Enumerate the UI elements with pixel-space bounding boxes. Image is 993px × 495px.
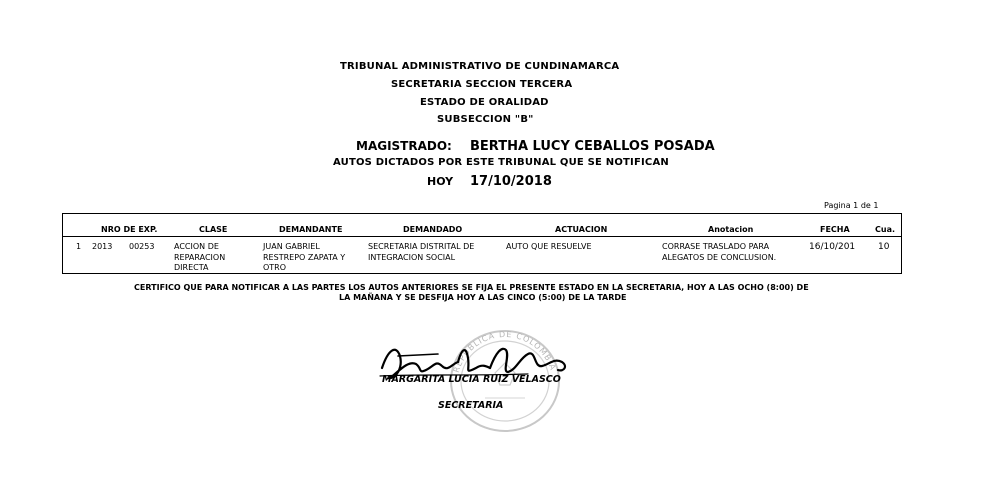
demandante-line: OTRO	[263, 263, 287, 272]
clase-line: REPARACION	[174, 252, 226, 262]
demandado-line: SECRETARIA DISTRITAL DE	[368, 242, 475, 251]
magistrate-name: BERTHA LUCY CEBALLOS POSADA	[470, 139, 715, 154]
row-number: 00253	[129, 242, 155, 251]
col-header-clase: CLASE	[199, 225, 228, 234]
row-index: 1	[76, 242, 82, 251]
notice-text: AUTOS DICTADOS POR ESTE TRIBUNAL QUE SE NOTIFICAN	[333, 157, 669, 168]
row-anotacion	[662, 242, 776, 263]
clase-line: ACCION DE	[174, 242, 219, 251]
signer-name: MARGARITA LUCIA RUIZ VELASCO	[382, 374, 561, 385]
col-header-demandado: DEMANDADO	[403, 225, 463, 234]
row-clase	[174, 242, 225, 274]
row-year: 2013	[92, 242, 113, 251]
col-header-exp: NRO DE EXP.	[101, 225, 158, 234]
page-info: Pagina 1 de 1	[824, 201, 879, 210]
col-header-actuacion: ACTUACION	[555, 225, 608, 234]
row-demandante	[263, 242, 345, 274]
date-value: 17/10/2018	[470, 174, 552, 189]
row-fecha: 16/10/201	[809, 242, 856, 252]
seal-text: REPUBLICA DE COLOMBIA	[451, 329, 558, 374]
row-actuacion: AUTO QUE RESUELVE	[506, 242, 592, 251]
col-header-cua: Cua.	[875, 225, 896, 234]
state-title: ESTADO DE ORALIDAD	[420, 97, 549, 108]
col-header-anotacion: Anotacion	[708, 225, 754, 234]
autos-table	[62, 213, 902, 274]
anotacion-line: CORRASE TRASLADO PARA	[662, 242, 770, 251]
header-divider	[63, 236, 901, 237]
subsection-title: SUBSECCION "B"	[437, 114, 534, 125]
anotacion-line: ALEGATOS DE CONCLUSION.	[662, 252, 777, 262]
signer-title: SECRETARIA	[438, 400, 504, 411]
demandante-line: JUAN GABRIEL	[263, 242, 320, 251]
date-label: HOY	[427, 175, 454, 188]
magistrate-label: MAGISTRADO:	[356, 139, 452, 153]
row-cua: 10	[878, 242, 890, 252]
col-header-fecha: FECHA	[820, 225, 850, 234]
demandante-line: RESTREPO ZAPATA Y	[263, 252, 346, 262]
row-demandado	[368, 242, 474, 263]
clase-line: DIRECTA	[174, 263, 209, 272]
section-title: SECRETARIA SECCION TERCERA	[391, 79, 573, 90]
demandado-line: INTEGRACION SOCIAL	[368, 252, 456, 262]
court-title: TRIBUNAL ADMINISTRATIVO DE CUNDINAMARCA	[340, 61, 620, 72]
col-header-demandante: DEMANDANTE	[279, 225, 343, 234]
certification-line-2: LA MAÑANA Y SE DESFIJA HOY A LAS CINCO (5:00) DE LA TARDE	[339, 293, 627, 302]
certification-line-1: CERTIFICO QUE PARA NOTIFICAR A LAS PARTES LOS AUTOS ANTERIORES SE FIJA EL PRESENTE ESTADO EN LA SECRETARIA, HOY A LAS OCHO (8:00) DE	[134, 283, 809, 292]
